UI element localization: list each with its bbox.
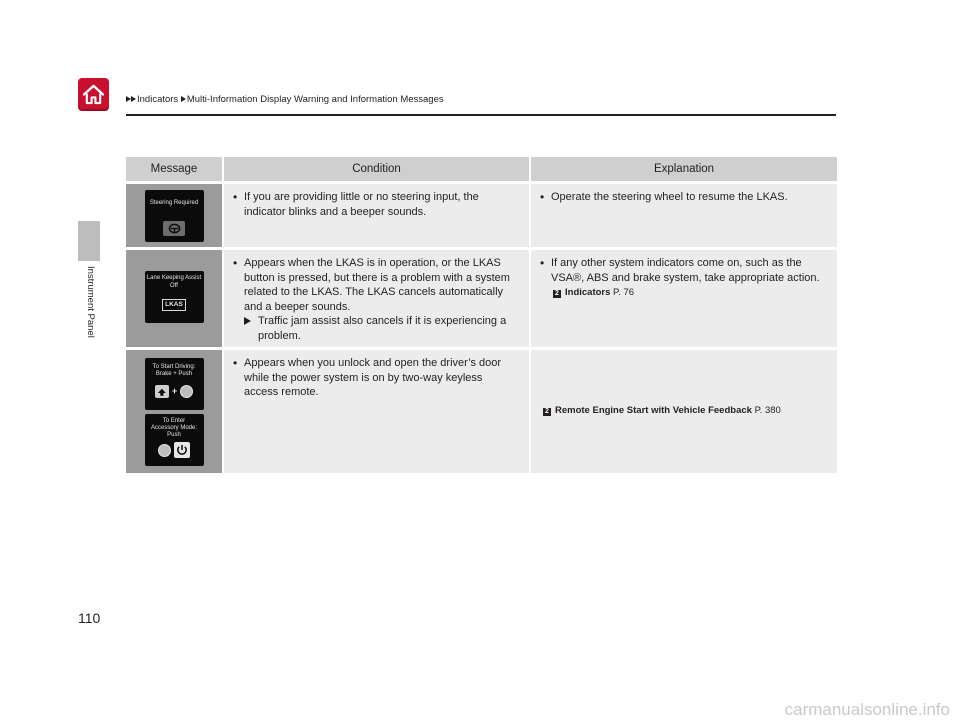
screen-line1: To Start Driving: xyxy=(152,364,196,370)
screen-line2: Accessory Mode: xyxy=(150,425,198,431)
table-row xyxy=(126,181,837,247)
breadcrumb-indicators[interactable]: Indicators xyxy=(137,94,179,105)
steering-required-screen xyxy=(145,190,204,242)
table-row xyxy=(126,347,837,473)
note-arrow-icon xyxy=(244,317,251,325)
screen-icons xyxy=(145,442,204,458)
start-driving-screen xyxy=(145,358,204,410)
condition-cell xyxy=(222,347,529,473)
condition-note-text: Traffic jam assist also cancels if it is experiencing a problem. xyxy=(258,315,507,342)
condition-text: • Appears when you unlock and open the driver’s door while the power system is on by two-way keyless access remote. xyxy=(230,356,519,400)
explanation-cell xyxy=(529,247,837,347)
lkas-off-screen xyxy=(145,271,204,323)
cross-reference[interactable] xyxy=(537,286,827,301)
home-button[interactable] xyxy=(78,78,109,111)
screen-icons xyxy=(145,384,204,399)
section-tab xyxy=(78,221,100,261)
screen-status: Off xyxy=(170,283,178,289)
screen-line3: Push xyxy=(167,432,181,438)
reference-label[interactable]: Remote Engine Start with Vehicle Feedback xyxy=(555,404,752,416)
screen-line2: Brake + Push xyxy=(155,371,193,377)
explanation-cell xyxy=(529,347,837,473)
table-row xyxy=(126,247,837,347)
message-cell xyxy=(126,181,222,247)
watermark: carmanualsonline.info xyxy=(784,700,950,719)
screen-text: Steering Required xyxy=(149,200,199,206)
brake-pedal-icon xyxy=(155,385,169,398)
header-message: Message xyxy=(126,157,222,181)
plus-sign: + xyxy=(171,386,178,396)
screen-line1: To Enter xyxy=(162,418,186,424)
explanation-text: • If any other system indicators come on, such as the VSA®, ABS and brake system, take appropriate action. xyxy=(537,256,827,285)
condition-text: • If you are providing little or no steering input, the indicator blinks and a beeper sounds. xyxy=(230,190,519,219)
reference-page: P. 76 xyxy=(613,287,635,298)
condition-text: • Appears when the LKAS is in operation, or the LKAS button is pressed, but there is a problem with a system related to the LKAS. The LKAS cancels automatically and a beeper sounds. xyxy=(230,256,519,314)
breadcrumb-current: Multi-Information Display Warning and Information Messages xyxy=(186,94,444,105)
steering-wheel-icon xyxy=(168,223,181,234)
message-cell xyxy=(126,247,222,347)
table-header-row xyxy=(126,157,837,181)
reference-arrow-icon: 2 xyxy=(543,408,551,416)
breadcrumb-arrow-icon xyxy=(181,96,186,102)
cross-reference[interactable] xyxy=(537,404,827,419)
steering-indicator xyxy=(163,221,185,236)
message-cell xyxy=(126,347,222,473)
condition-cell xyxy=(222,181,529,247)
power-button-icon xyxy=(174,442,190,458)
accessory-mode-screen xyxy=(145,414,204,466)
header-rule xyxy=(126,114,836,116)
breadcrumb xyxy=(126,94,444,105)
explanation-text: • Operate the steering wheel to resume the LKAS. xyxy=(537,190,827,205)
section-label: Instrument Panel xyxy=(85,266,96,338)
reference-arrow-icon: 2 xyxy=(553,290,561,298)
header-explanation: Explanation xyxy=(529,157,837,181)
home-icon xyxy=(82,84,105,105)
message-table xyxy=(126,157,837,473)
page-number: 110 xyxy=(78,610,101,626)
start-button-icon xyxy=(158,444,171,457)
screen-title: Lane Keeping Assist xyxy=(146,275,202,281)
breadcrumb-arrow-icon xyxy=(131,96,136,102)
lkas-badge-icon: LKAS xyxy=(162,299,186,311)
explanation-cell xyxy=(529,181,837,247)
start-button-icon xyxy=(180,385,193,398)
condition-cell xyxy=(222,247,529,347)
reference-page: P. 380 xyxy=(754,404,781,416)
condition-note xyxy=(230,314,519,343)
reference-label[interactable]: Indicators xyxy=(565,287,611,298)
header-condition: Condition xyxy=(222,157,529,181)
